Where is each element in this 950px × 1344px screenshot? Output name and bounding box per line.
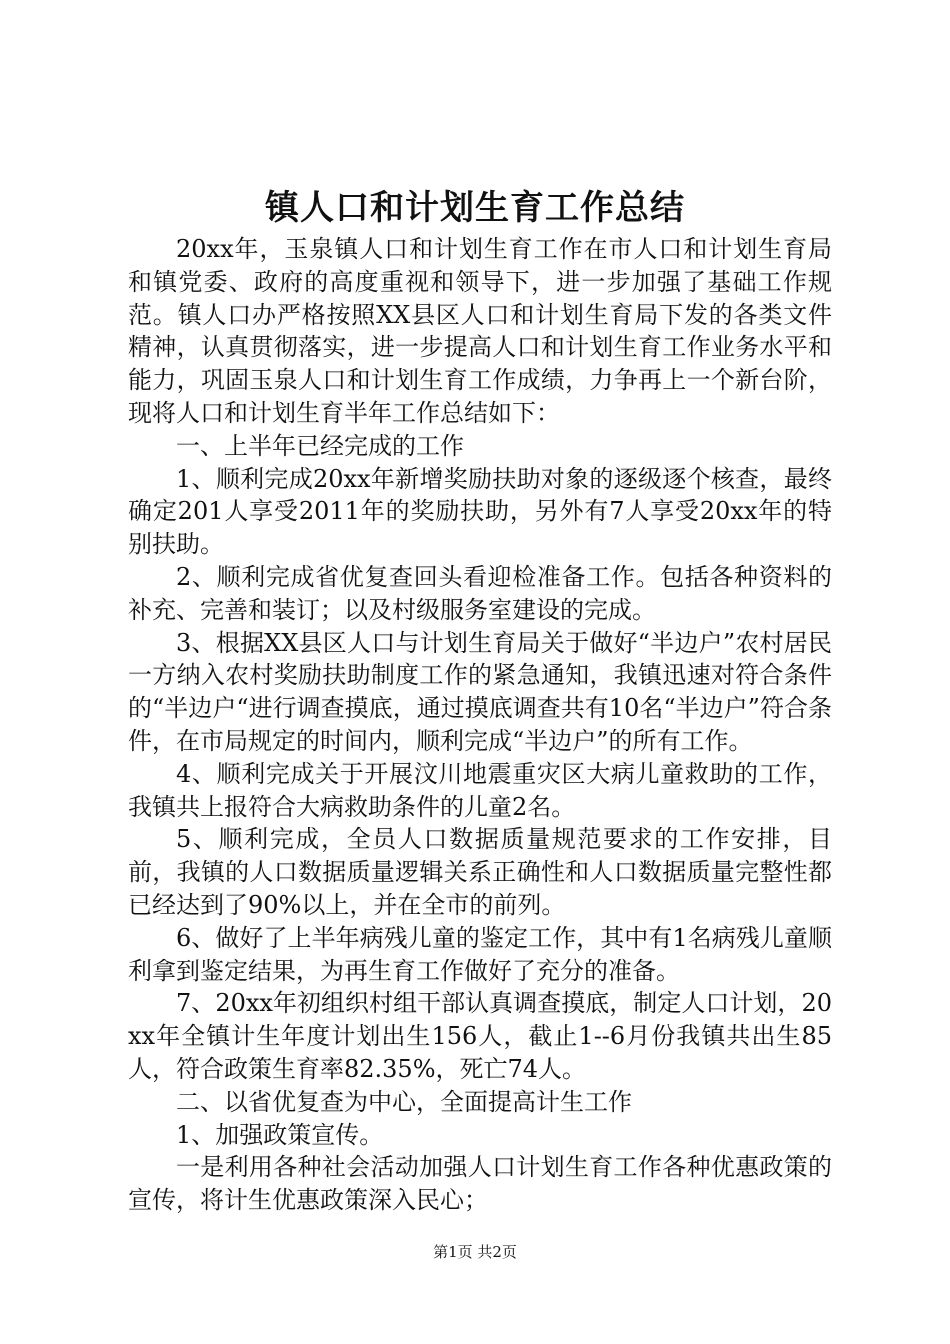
list-item-7: 7、20xx年初组织村组干部认真调查摸底，制定人口计划，20xx年全镇计生年度计划出生156人，截止1--6月份我镇共出生85人，符合政策生育率82.35%，死亡74人。 (128, 989, 832, 1083)
document-title: 镇人口和计划生育工作总结 (265, 188, 685, 228)
list-item-1: 1、顺利完成20xx年新增奖励扶助对象的逐级逐个核查，最终确定201人享受2011年的奖励扶助，另外有7人享受20xx年的特别扶助。 (128, 464, 832, 559)
list-item-2: 2、顺利完成省优复查回头看迎检准备工作。包括各种资料的补充、完善和装订；以及村级服务室建设的完成。 (128, 562, 832, 624)
list-item-5: 5、顺利完成，全员人口数据质量规范要求的工作安排，目前，我镇的人口数据质量逻辑关系正确性和人口数据质量完整性都已经达到了90%以上，并在全市的前列。 (128, 825, 832, 919)
subsection-heading-1: 1、加强政策宣传。 (176, 1120, 384, 1149)
intro-paragraph: 20xx年，玉泉镇人口和计划生育工作在市人口和计划生育局和镇党委、政府的高度重视和领导下，进一步加强了基础工作规范。镇人口办严格按照XX县区人口和计划生育局下发的各类文件精神，认真贯彻落实，进一步提高人口和计划生育工作业务水平和能力，巩固玉泉人口和计划生育工作成绩，力争再上一个新台阶，现将人口和计划生育半年工作总结如下： (128, 235, 832, 427)
page-footer: 第1页 共2页 (433, 1243, 517, 1261)
section-heading-1: 一、上半年已经完成的工作 (176, 431, 464, 460)
list-item-3: 3、根据XX县区人口与计划生育局关于做好“半边户”农村居民一方纳入农村奖励扶助制度工作的紧急通知，我镇迅速对符合条件的“半边户“进行调查摸底，通过摸底调查共有10名“半边户”符合条件，在市局规定的时间内，顺利完成“半边户”的所有工作。 (128, 628, 832, 755)
list-item-4: 4、顺利完成关于开展汶川地震重灾区大病儿童救助的工作，我镇共上报符合大病救助条件的儿童2名。 (128, 759, 832, 821)
section-heading-2: 二、以省优复查为中心，全面提高计生工作 (176, 1087, 632, 1116)
body-paragraph: 一是利用各种社会活动加强人口计划生育工作各种优惠政策的宣传，将计生优惠政策深入民心； (128, 1153, 832, 1215)
document-body (128, 233, 832, 1217)
list-item-6: 6、做好了上半年病残儿童的鉴定工作，其中有1名病残儿童顺利拿到鉴定结果，为再生育工作做好了充分的准备。 (128, 923, 832, 985)
